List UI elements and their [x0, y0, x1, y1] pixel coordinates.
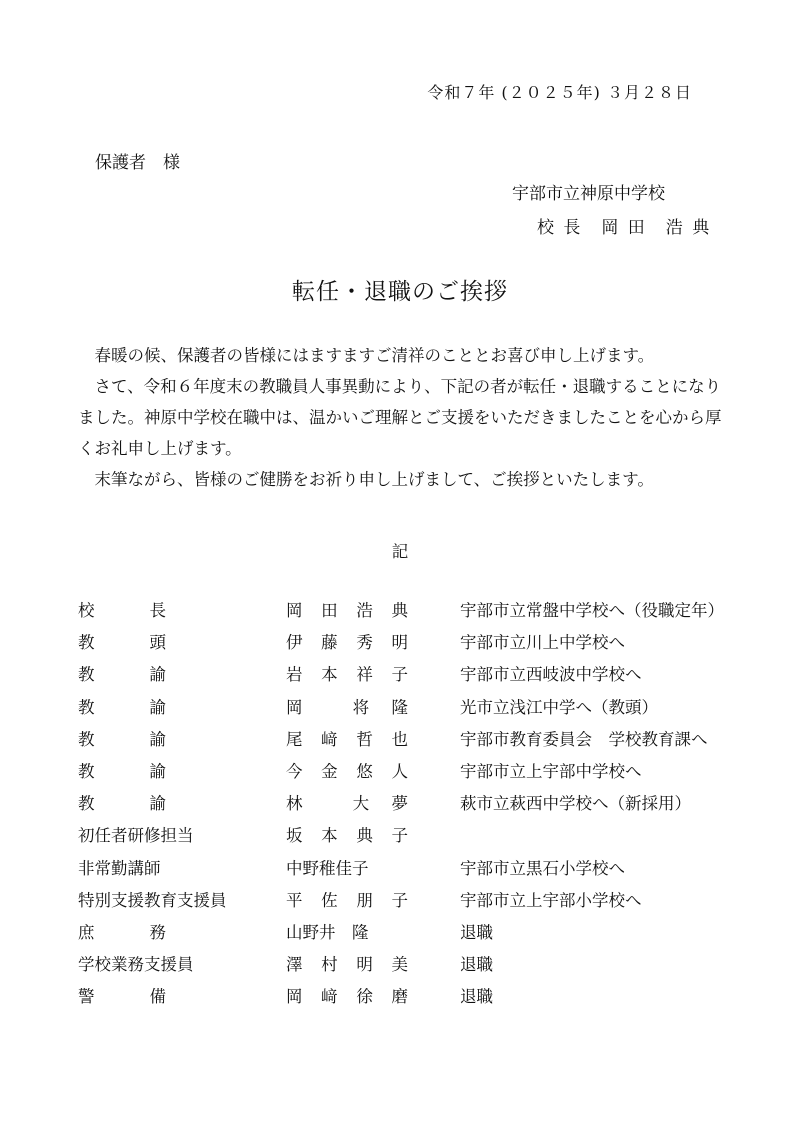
- staff-row: [78, 790, 758, 822]
- staff-position: 学校業務支援員: [78, 955, 194, 975]
- staff-position: 教 諭: [78, 761, 166, 781]
- body-paragraph-greeting: 春暖の候、保護者の皆様にはますますご清祥のこととお喜び申し上げます。: [78, 346, 655, 365]
- staff-name: 山野井 隆: [286, 922, 369, 942]
- staff-list: [78, 597, 758, 1015]
- staff-destination: 退職: [460, 955, 493, 975]
- staff-name: 中野稚佳子: [286, 858, 369, 878]
- staff-row: [78, 822, 758, 854]
- addressee: 保護者 様: [95, 153, 180, 173]
- staff-position: 非常勤講師: [78, 858, 161, 878]
- staff-position: 特別支援教育支援員: [78, 890, 227, 910]
- staff-name: 今 金 悠 人: [286, 761, 408, 781]
- staff-name: 林 大 夢: [286, 794, 408, 814]
- staff-row: [78, 919, 758, 951]
- staff-row: [78, 597, 758, 629]
- staff-name: 岡 田 浩 典: [286, 601, 408, 620]
- staff-name: 尾 﨑 哲 也: [286, 729, 408, 749]
- staff-destination: 宇部市教育委員会 学校教育課へ: [460, 729, 708, 749]
- staff-row: [78, 951, 758, 983]
- document-title: 転任・退職のご挨拶: [292, 279, 508, 305]
- staff-row: [78, 629, 758, 661]
- staff-position: 警 備: [78, 987, 166, 1007]
- staff-destination: 宇部市立川上中学校へ: [460, 633, 625, 653]
- staff-row: [78, 983, 758, 1015]
- document-date: 令和７年 (２０２５年) ３月２８日: [427, 83, 692, 102]
- ki-heading: 記: [391, 542, 409, 561]
- staff-name: 澤 村 明 美: [286, 955, 408, 975]
- staff-name: 伊 藤 秀 明: [286, 633, 408, 653]
- staff-row: [78, 887, 758, 919]
- staff-position: 教 頭: [78, 633, 166, 653]
- staff-row: [78, 855, 758, 887]
- staff-position: 教 諭: [78, 697, 166, 717]
- staff-position: 初任者研修担当: [78, 826, 194, 846]
- staff-row: [78, 726, 758, 758]
- staff-destination: 宇部市立上宇部中学校へ: [460, 761, 642, 781]
- staff-position: 教 諭: [78, 665, 166, 685]
- body-paragraph-closing: 末筆ながら、皆様のご健勝をお祈り申し上げまして、ご挨拶といたします。: [78, 470, 654, 489]
- staff-name: 岡 﨑 徐 磨: [286, 987, 408, 1007]
- staff-name: 平 佐 朋 子: [286, 890, 408, 910]
- sender-school: 宇部市立神原中学校: [512, 184, 665, 204]
- staff-destination: 退職: [460, 922, 493, 942]
- letter-body: [78, 340, 728, 495]
- staff-name: 岡 将 隆: [286, 697, 408, 717]
- staff-position: 教 諭: [78, 729, 166, 749]
- staff-destination: 宇部市立上宇部小学校へ: [460, 890, 642, 910]
- staff-row: [78, 758, 758, 790]
- staff-destination: 退職: [460, 987, 493, 1007]
- body-paragraph-announcement: さて、令和６年度末の教職員人事異動により、下記の者が転任・退職することになりました。神原中学校在職中は、温かいご理解とご支援をいただきましたことを心から厚くお礼申し上げます。: [78, 377, 722, 458]
- staff-destination: 宇部市立西岐波中学校へ: [460, 665, 642, 685]
- staff-row: [78, 661, 758, 693]
- staff-position: 庶 務: [78, 922, 166, 942]
- staff-destination: 萩市立萩西中学校へ（新採用）: [460, 794, 691, 814]
- staff-destination: 宇部市立常盤中学校へ（役職定年）: [460, 601, 724, 620]
- staff-destination: 光市立浅江中学へ（教頭）: [460, 697, 658, 717]
- staff-destination: 宇部市立黒石小学校へ: [460, 858, 625, 878]
- sender-principal: 校 長 岡 田 浩 典: [537, 218, 712, 238]
- staff-row: [78, 694, 758, 726]
- staff-position: 教 諭: [78, 794, 166, 814]
- staff-position: 校 長: [78, 601, 166, 620]
- staff-name: 坂 本 典 子: [286, 826, 408, 846]
- staff-name: 岩 本 祥 子: [286, 665, 408, 685]
